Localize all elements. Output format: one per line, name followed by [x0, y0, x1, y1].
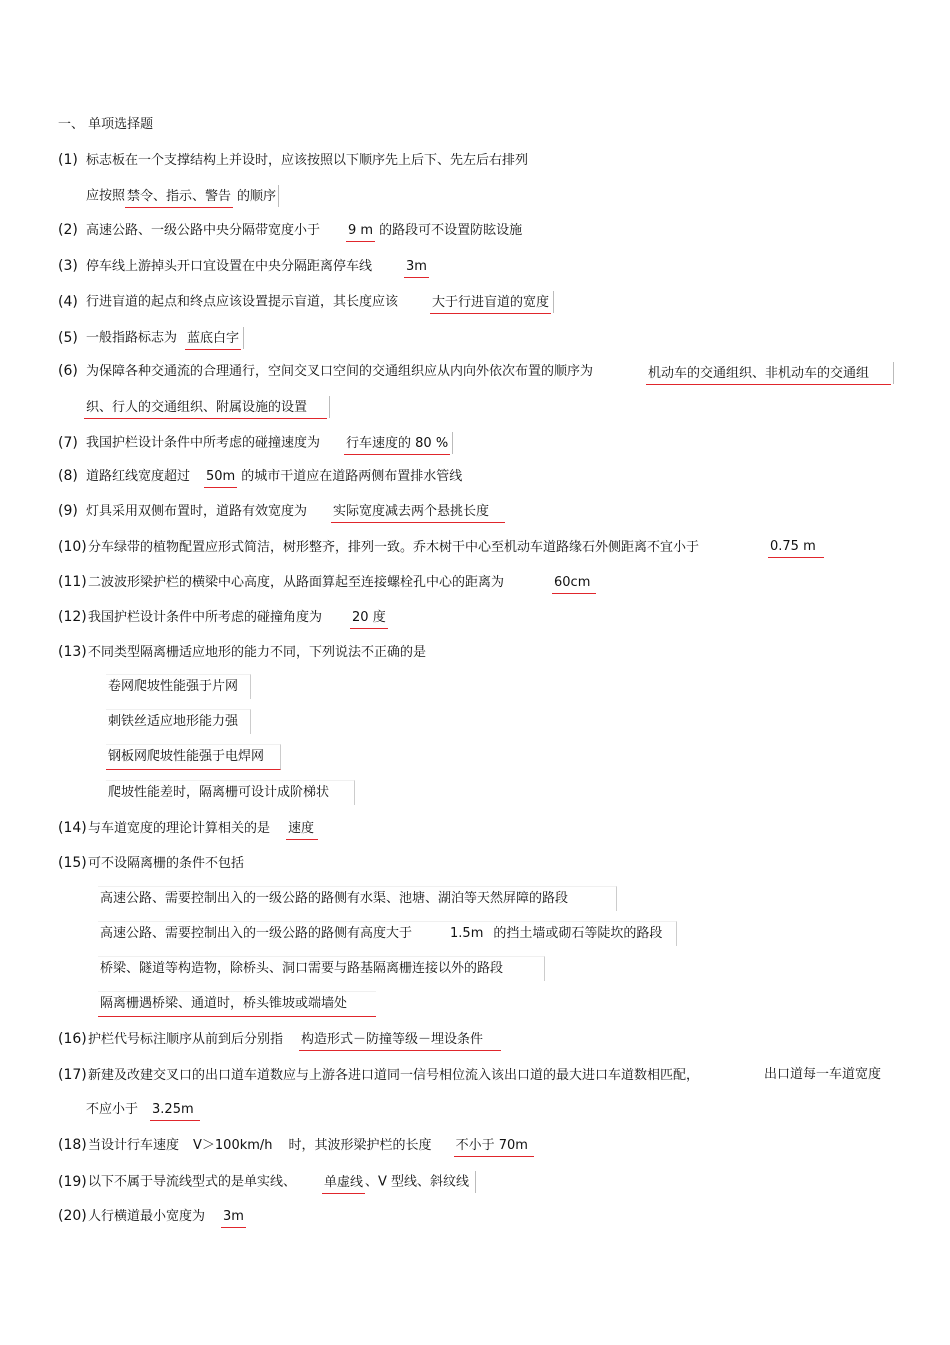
question-17-line2: 不应小于 3.25m	[86, 1101, 200, 1121]
question-7: (7) 我国护栏设计条件中所考虑的碰撞速度为 行车速度的 80 %	[58, 432, 453, 455]
question-16: (16)护栏代号标注顺序从前到后分别指 构造形式－防撞等级－埋设条件	[58, 1030, 501, 1051]
answer: 蓝底白字	[185, 330, 241, 350]
question-10-answer: 0.75 m	[768, 538, 824, 558]
answer: 60cm	[552, 574, 596, 594]
option-b: 刺铁丝适应地形能力强	[106, 709, 251, 734]
option-c-answer: 钢板网爬坡性能强于电焊网	[106, 744, 281, 770]
question-15: (15)可不设隔离栅的条件不包括	[58, 855, 245, 871]
question-9: (9) 灯具采用双侧布置时，道路有效宽度为 实际宽度减去两个悬挑长度	[58, 502, 505, 523]
question-4: (4) 行进盲道的起点和终点应该设置提示盲道，其长度应该 大于行进盲道的宽度	[58, 291, 554, 314]
answer: 构造形式－防撞等级－埋设条件	[299, 1031, 501, 1051]
question-20: (20)人行横道最小宽度为 3m	[58, 1207, 246, 1228]
answer: 20 度	[350, 609, 388, 629]
question-5: (5) 一般指路标志为 蓝底白字	[58, 327, 244, 350]
question-17: (17)新建及改建交叉口的出口道车道数应与上游各进口道同一信号相位流入该出口道的最大进口车道数相匹配，	[58, 1067, 700, 1083]
question-11: (11)二波波形梁护栏的横梁中心高度，从路面算起至连接螺栓孔中心的距离为 60cm	[58, 573, 596, 594]
question-3: (3) 停车线上游掉头开口宜设置在中央分隔距离停车线 3m	[58, 257, 429, 278]
option-d-answer: 隔离栅遇桥梁、通道时，桥头锥坡或端墙处	[98, 991, 376, 1017]
option-a: 高速公路、需要控制出入的一级公路的路侧有水渠、池塘、湖泊等天然屏障的路段	[98, 886, 617, 911]
question-19: (19)以下不属于导流线型式的是单实线、 单虚线 、V 型线、斜纹线	[58, 1171, 476, 1194]
answer: 行车速度的 80 %	[344, 435, 450, 455]
answer: 3.25m	[150, 1101, 200, 1121]
answer: 50m	[204, 468, 237, 488]
question-6-answer-part2: 织、行人的交通组织、附属设施的设置	[84, 396, 330, 419]
answer: 大于行进盲道的宽度	[430, 294, 551, 314]
question-number: (1)	[58, 152, 78, 168]
answer: 9 m	[346, 222, 375, 242]
question-14: (14)与车道宽度的理论计算相关的是 速度	[58, 819, 318, 840]
option-b: 高速公路、需要控制出入的一级公路的路侧有高度大于 1.5m 的挡土墙或砌石等陡坎的路段	[98, 921, 677, 946]
answer: 3m	[221, 1208, 246, 1228]
question-18: (18)当设计行车速度 V＞100km/h 时，其波形梁护栏的长度 不小于 70m	[58, 1136, 534, 1157]
option-d: 爬坡性能差时，隔离栅可设计成阶梯状	[106, 780, 355, 805]
answer: 单虚线	[322, 1174, 365, 1194]
question-10: (10)分车绿带的植物配置应形式简洁，树形整齐，排列一致。乔木树干中心至机动车道路缘石外侧距离不宜小于	[58, 539, 700, 555]
question-17-tail: 出口道每一车道宽度	[764, 1067, 882, 1082]
answer: 速度	[286, 820, 318, 840]
question-6-answer-part1: 机动车的交通组织、非机动车的交通组	[646, 362, 894, 385]
question-12: (12)我国护栏设计条件中所考虑的碰撞角度为 20 度	[58, 608, 388, 629]
question-2: (2) 高速公路、一级公路中央分隔带宽度小于 9 m 的路段可不设置防眩设施	[58, 221, 522, 242]
section-title: 一、 单项选择题	[58, 117, 154, 132]
option-c: 桥梁、隧道等构造物，除桥头、洞口需要与路基隔离栅连接以外的路段	[98, 956, 545, 981]
question-1-line2: 应按照 禁令、指示、警告 的顺序	[86, 185, 279, 208]
answer: 3m	[404, 258, 429, 278]
answer: 不小于 70m	[454, 1137, 534, 1157]
answer: 禁令、指示、警告	[125, 188, 233, 208]
option-a: 卷网爬坡性能强于片网	[106, 674, 251, 699]
question-13: (13)不同类型隔离栅适应地形的能力不同，下列说法不正确的是	[58, 644, 427, 660]
question-8: (8) 道路红线宽度超过 50m 的城市干道应在道路两侧布置排水管线	[58, 467, 462, 488]
question-1: (1) 标志板在一个支撑结构上并设时，应该按照以下顺序先上后下、先左后右排列	[58, 152, 529, 168]
question-6: (6) 为保障各种交通流的合理通行，空间交叉口空间的交通组织应从内向外依次布置的顺序为	[58, 363, 594, 379]
answer: 实际宽度减去两个悬挑长度	[331, 503, 505, 523]
